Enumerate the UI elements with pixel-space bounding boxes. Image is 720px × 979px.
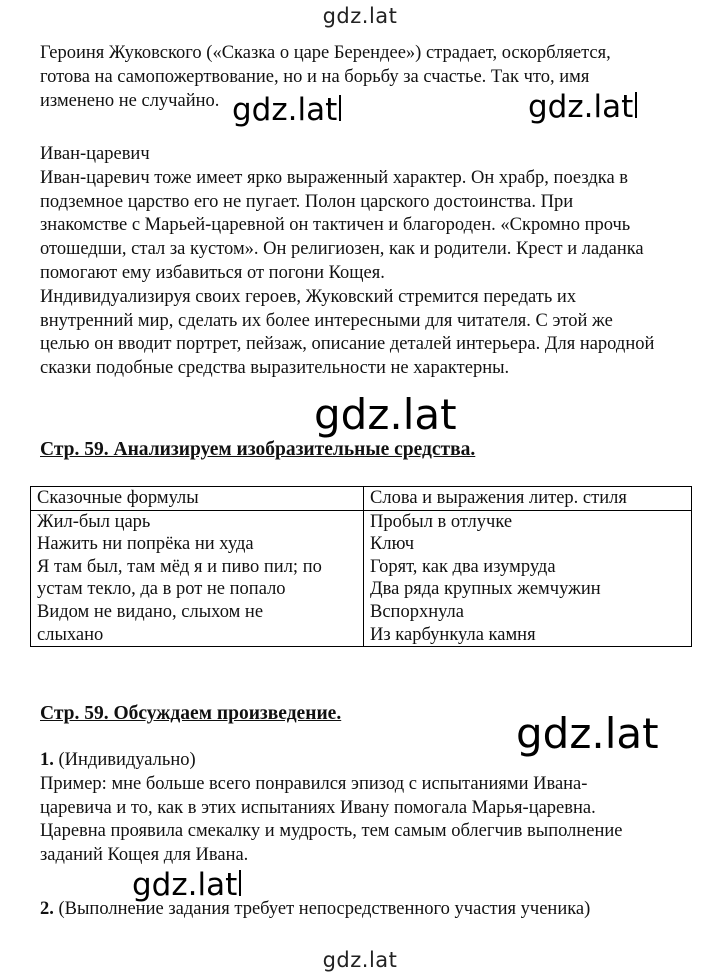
text-line: Индивидуализируя своих героев, Жуковский стремится передать их xyxy=(40,286,577,307)
cell-line: слыхано xyxy=(37,624,104,645)
section-title: Иван-царевич xyxy=(40,144,150,164)
cell-line: Горят, как два изумруда xyxy=(370,556,556,577)
text-line: Героиня Жуковского («Сказка о царе Берендее») страдает, оскорбляется, xyxy=(40,43,611,63)
text-line: отошедши, стал за кустом». Он религиозен, как и родители. Крест и ладанка xyxy=(40,239,644,260)
text-line: Пример: мне больше всего понравился эпизод с испытаниями Ивана- xyxy=(40,773,588,794)
cell-line: Из карбункула камня xyxy=(370,624,536,645)
watermark-cursor xyxy=(239,870,241,896)
text-line: царевича и то, как в этих испытаниях Ивану помогала Марья-царевна. xyxy=(40,797,596,818)
cell-line: Вспорхнула xyxy=(370,601,464,622)
watermark-text: gdz.lat xyxy=(516,709,659,758)
section-ivan xyxy=(40,143,700,381)
item-text: (Выполнение задания требует непосредственного участия ученика) xyxy=(58,899,591,919)
table-header-cell: Сказочные формулы xyxy=(31,487,364,511)
cell-line: устам текло, да в рот не попало xyxy=(37,579,286,600)
cell-line: Нажить ни попрёка ни худа xyxy=(37,534,254,555)
cell-line: Жил-был царь xyxy=(37,511,151,532)
watermark-bottom: gdz.lat xyxy=(322,948,398,972)
watermark-top: gdz.lat xyxy=(322,4,398,28)
text-line: внутренний мир, сделать их более интересными для читателя. С этой же xyxy=(40,310,613,331)
text-line: Царевна проявила смекалку и мудрость, тем самым облегчив выполнение xyxy=(40,821,623,842)
text-line: Иван-царевич тоже имеет ярко выраженный характер. Он храбр, поездка в xyxy=(40,167,629,188)
table-cell-literary xyxy=(364,510,692,647)
watermark-text: gdz.lat xyxy=(132,867,238,903)
text-line: подземное царство его не пугает. Полон царского достоинства. При xyxy=(40,191,574,212)
heading-discuss: Стр. 59. Обсуждаем произведение. xyxy=(40,703,342,724)
text-line: помогают ему избавиться от погони Кощея. xyxy=(40,262,385,283)
text-line: целью он вводит портрет, пейзаж, описание деталей интерьера. Для народной xyxy=(40,334,655,355)
text-line: сказки подобные средства выразительности не характерны. xyxy=(40,358,510,379)
item-1 xyxy=(40,749,700,868)
table-cell-formulas xyxy=(31,510,364,647)
watermark-overlay xyxy=(528,89,637,125)
cell-line: Два ряда крупных жемчужин xyxy=(370,579,601,600)
item-label: (Индивидуально) xyxy=(58,750,196,770)
watermark-overlay xyxy=(516,709,659,758)
watermark-cursor xyxy=(339,95,341,121)
text-line: заданий Кощея для Ивана. xyxy=(40,845,249,866)
formulas-table xyxy=(30,486,692,647)
item-number: 2. xyxy=(40,899,54,919)
watermark-text: gdz.lat xyxy=(314,390,457,439)
text-line: знакомстве с Марьей-царевной он тактичен и благороден. «Скромно прочь xyxy=(40,215,631,236)
text-line: готова на самопожертвование, но и на борьбу за счастье. Так что, имя xyxy=(40,66,590,87)
item-number: 1. xyxy=(40,750,54,770)
watermark-overlay xyxy=(314,390,457,439)
cell-line: Видом не видано, слыхом не xyxy=(37,601,264,622)
text-line: изменено не случайно. xyxy=(40,90,220,111)
watermark-cursor xyxy=(635,92,637,118)
table-header-cell: Слова и выражения литер. стиля xyxy=(364,487,692,511)
watermark-text: gdz.lat xyxy=(232,92,338,128)
cell-line: Пробыл в отлучке xyxy=(370,511,513,532)
cell-line: Я там был, там мёд я и пиво пил; по xyxy=(37,556,322,577)
heading-analysis: Стр. 59. Анализируем изобразительные средства. xyxy=(40,439,476,460)
watermark-text: gdz.lat xyxy=(528,89,634,125)
cell-line: Ключ xyxy=(370,534,414,555)
table-header-row xyxy=(31,487,692,511)
watermark-overlay xyxy=(132,867,241,903)
watermark-overlay xyxy=(232,92,341,128)
table-row xyxy=(31,510,692,647)
